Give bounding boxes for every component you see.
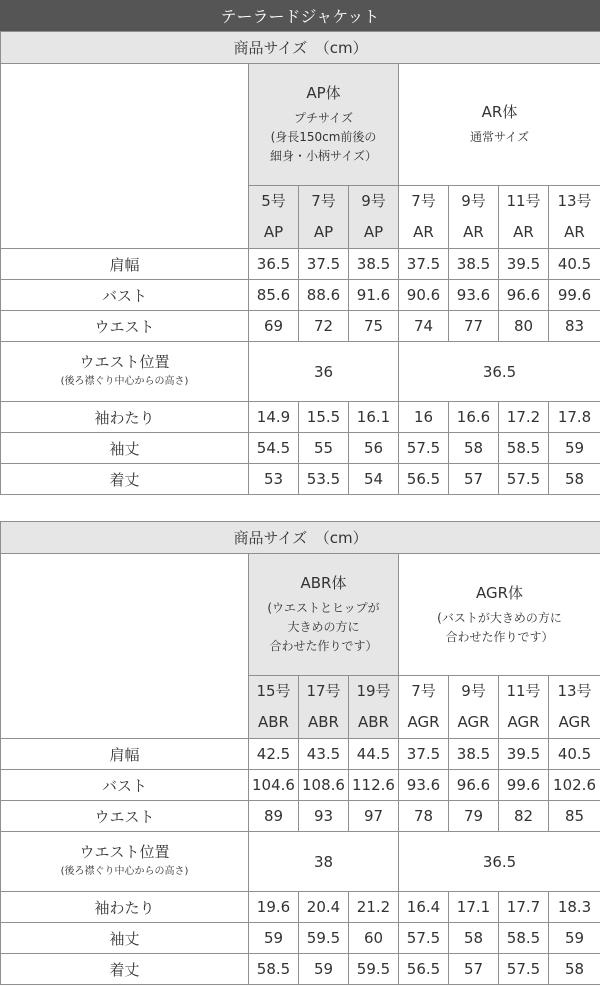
waist-position-sub: (後ろ襟ぐり中心からの高さ) <box>60 375 189 387</box>
corner-cell <box>1 64 249 249</box>
value-cell: 54 <box>349 464 399 495</box>
row-label: 肩幅 <box>1 249 249 280</box>
value-cell: 97 <box>349 801 399 832</box>
value-cell: 40.5 <box>549 249 600 280</box>
row-label <box>1 342 249 402</box>
value-cell: 89 <box>249 801 299 832</box>
value-cell: 57.5 <box>499 954 549 985</box>
group-a-desc: (ウエストとヒップが <box>267 601 380 615</box>
size-type: AP <box>363 223 384 241</box>
size-cell <box>249 676 299 739</box>
table-row <box>1 892 600 923</box>
group-b-name: AGR体 <box>476 583 524 602</box>
size-type: AR <box>463 223 484 241</box>
value-cell: 39.5 <box>499 739 549 770</box>
corner-cell <box>1 554 249 739</box>
row-label: ウエスト <box>1 311 249 342</box>
table-row <box>1 770 600 801</box>
row-label: 袖丈 <box>1 923 249 954</box>
group-a-cell <box>249 64 399 186</box>
row-label: バスト <box>1 280 249 311</box>
value-cell: 59.5 <box>299 923 349 954</box>
value-cell: 58.5 <box>499 923 549 954</box>
value-cell: 93 <box>299 801 349 832</box>
size-number: 13号 <box>557 682 592 700</box>
group-b-cell <box>399 64 600 186</box>
table-header: 商品サイズ （cm） <box>1 32 600 64</box>
value-cell: 102.6 <box>549 770 600 801</box>
value-cell: 20.4 <box>299 892 349 923</box>
value-cell: 75 <box>349 311 399 342</box>
value-cell: 57 <box>449 954 499 985</box>
value-cell: 58 <box>549 464 600 495</box>
group-a-desc: (身長150cm前後の <box>270 130 377 144</box>
value-cell: 19.6 <box>249 892 299 923</box>
size-cell <box>449 186 499 249</box>
size-type: AR <box>413 223 434 241</box>
table-row <box>1 249 600 280</box>
group-a-desc: プチサイズ <box>293 111 354 125</box>
value-cell: 44.5 <box>349 739 399 770</box>
row-label: 袖わたり <box>1 892 249 923</box>
size-cell <box>499 676 549 739</box>
row-label <box>1 832 249 892</box>
value-cell: 93.6 <box>399 770 449 801</box>
value-cell: 17.8 <box>549 402 600 433</box>
size-number: 7号 <box>411 192 436 210</box>
value-cell: 59 <box>299 954 349 985</box>
size-number: 17号 <box>306 682 341 700</box>
value-cell: 83 <box>549 311 600 342</box>
value-cell: 17.1 <box>449 892 499 923</box>
value-cell: 15.5 <box>299 402 349 433</box>
size-type: AGR <box>558 713 591 731</box>
row-label: ウエスト <box>1 801 249 832</box>
value-cell: 104.6 <box>249 770 299 801</box>
size-type: ABR <box>258 713 289 731</box>
size-cell <box>549 186 600 249</box>
table-row <box>1 739 600 770</box>
value-cell: 37.5 <box>399 249 449 280</box>
value-cell: 59.5 <box>349 954 399 985</box>
row-label: 袖わたり <box>1 402 249 433</box>
value-cell: 39.5 <box>499 249 549 280</box>
table-row <box>1 402 600 433</box>
value-cell: 69 <box>249 311 299 342</box>
value-cell: 38.5 <box>449 739 499 770</box>
value-cell: 59 <box>549 923 600 954</box>
group-b-name: AR体 <box>481 103 518 121</box>
group-a-cell <box>249 554 399 676</box>
value-cell: 18.3 <box>549 892 600 923</box>
value-cell: 90.6 <box>399 280 449 311</box>
size-number: 9号 <box>361 192 386 210</box>
value-cell: 58.5 <box>499 433 549 464</box>
value-cell: 37.5 <box>399 739 449 770</box>
table-row <box>1 801 600 832</box>
value-cell: 54.5 <box>249 433 299 464</box>
group-b-cell <box>399 554 600 676</box>
row-label: 肩幅 <box>1 739 249 770</box>
value-cell: 38 <box>249 832 399 892</box>
size-number: 5号 <box>261 192 286 210</box>
value-cell: 14.9 <box>249 402 299 433</box>
group-a-desc: 大きめの方に <box>287 620 360 634</box>
size-number: 9号 <box>461 682 486 700</box>
value-cell: 36.5 <box>249 249 299 280</box>
value-cell: 79 <box>449 801 499 832</box>
size-table <box>0 31 600 495</box>
table-row <box>1 954 600 985</box>
value-cell: 17.7 <box>499 892 549 923</box>
size-table <box>0 521 600 985</box>
value-cell: 85.6 <box>249 280 299 311</box>
value-cell: 99.6 <box>549 280 600 311</box>
size-cell <box>499 186 549 249</box>
row-label: バスト <box>1 770 249 801</box>
table-row <box>1 832 600 892</box>
value-cell: 36 <box>249 342 399 402</box>
value-cell: 21.2 <box>349 892 399 923</box>
value-cell: 108.6 <box>299 770 349 801</box>
size-cell <box>299 186 349 249</box>
value-cell: 43.5 <box>299 739 349 770</box>
value-cell: 74 <box>399 311 449 342</box>
waist-position-label: ウエスト位置 <box>79 842 170 861</box>
value-cell: 58 <box>549 954 600 985</box>
value-cell: 36.5 <box>399 342 600 402</box>
size-type: AR <box>513 223 534 241</box>
row-label: 着丈 <box>1 954 249 985</box>
value-cell: 57.5 <box>399 433 449 464</box>
size-cell <box>399 676 449 739</box>
value-cell: 99.6 <box>499 770 549 801</box>
size-type: AGR <box>507 713 540 731</box>
value-cell: 16.4 <box>399 892 449 923</box>
value-cell: 53.5 <box>299 464 349 495</box>
size-number: 15号 <box>256 682 291 700</box>
group-b-desc: (バストが大きめの方に <box>437 610 562 625</box>
value-cell: 57.5 <box>499 464 549 495</box>
table-row <box>1 433 600 464</box>
value-cell: 93.6 <box>449 280 499 311</box>
value-cell: 82 <box>499 801 549 832</box>
size-type: AP <box>263 223 284 241</box>
group-a-name: ABR体 <box>300 574 347 592</box>
table-row <box>1 923 600 954</box>
value-cell: 59 <box>549 433 600 464</box>
value-cell: 16.6 <box>449 402 499 433</box>
table-row <box>1 311 600 342</box>
value-cell: 40.5 <box>549 739 600 770</box>
size-cell <box>249 186 299 249</box>
value-cell: 57 <box>449 464 499 495</box>
group-b-desc: 合わせた作りです） <box>445 629 554 644</box>
size-number: 9号 <box>461 192 486 210</box>
size-cell <box>349 676 399 739</box>
size-cell <box>549 676 600 739</box>
row-label: 着丈 <box>1 464 249 495</box>
size-type: AP <box>313 223 334 241</box>
size-type: AGR <box>407 713 440 731</box>
value-cell: 42.5 <box>249 739 299 770</box>
group-b-desc: 通常サイズ <box>470 130 530 144</box>
value-cell: 53 <box>249 464 299 495</box>
size-cell <box>349 186 399 249</box>
value-cell: 56.5 <box>399 954 449 985</box>
value-cell: 37.5 <box>299 249 349 280</box>
size-number: 7号 <box>411 682 436 700</box>
value-cell: 88.6 <box>299 280 349 311</box>
value-cell: 91.6 <box>349 280 399 311</box>
waist-position-label: ウエスト位置 <box>79 352 170 371</box>
size-cell <box>449 676 499 739</box>
value-cell: 96.6 <box>499 280 549 311</box>
size-number: 13号 <box>557 192 592 210</box>
value-cell: 60 <box>349 923 399 954</box>
size-number: 19号 <box>356 682 391 700</box>
value-cell: 58.5 <box>249 954 299 985</box>
value-cell: 16.1 <box>349 402 399 433</box>
value-cell: 96.6 <box>449 770 499 801</box>
group-a-desc: 細身・小柄サイズ） <box>269 149 378 163</box>
value-cell: 56.5 <box>399 464 449 495</box>
table-row <box>1 342 600 402</box>
value-cell: 16 <box>399 402 449 433</box>
size-cell <box>299 676 349 739</box>
group-a-desc: 合わせた作りです） <box>269 639 378 653</box>
waist-position-sub: (後ろ襟ぐり中心からの高さ) <box>60 865 189 877</box>
size-number: 11号 <box>506 682 541 700</box>
value-cell: 77 <box>449 311 499 342</box>
value-cell: 36.5 <box>399 832 600 892</box>
value-cell: 55 <box>299 433 349 464</box>
value-cell: 85 <box>549 801 600 832</box>
value-cell: 38.5 <box>449 249 499 280</box>
value-cell: 72 <box>299 311 349 342</box>
value-cell: 58 <box>449 433 499 464</box>
size-type: ABR <box>308 713 339 731</box>
table-row <box>1 280 600 311</box>
value-cell: 38.5 <box>349 249 399 280</box>
table-row <box>1 464 600 495</box>
value-cell: 17.2 <box>499 402 549 433</box>
table-header: 商品サイズ （cm） <box>1 522 600 554</box>
value-cell: 112.6 <box>349 770 399 801</box>
row-label: 袖丈 <box>1 433 249 464</box>
value-cell: 58 <box>449 923 499 954</box>
size-type: AR <box>564 223 585 241</box>
value-cell: 80 <box>499 311 549 342</box>
group-a-name: AP体 <box>306 84 341 102</box>
size-type: ABR <box>358 713 389 731</box>
value-cell: 78 <box>399 801 449 832</box>
size-number: 7号 <box>311 192 336 210</box>
value-cell: 59 <box>249 923 299 954</box>
size-type: AGR <box>457 713 490 731</box>
value-cell: 56 <box>349 433 399 464</box>
size-number: 11号 <box>506 192 541 210</box>
page-title: テーラードジャケット <box>0 0 600 31</box>
value-cell: 57.5 <box>399 923 449 954</box>
size-cell <box>399 186 449 249</box>
